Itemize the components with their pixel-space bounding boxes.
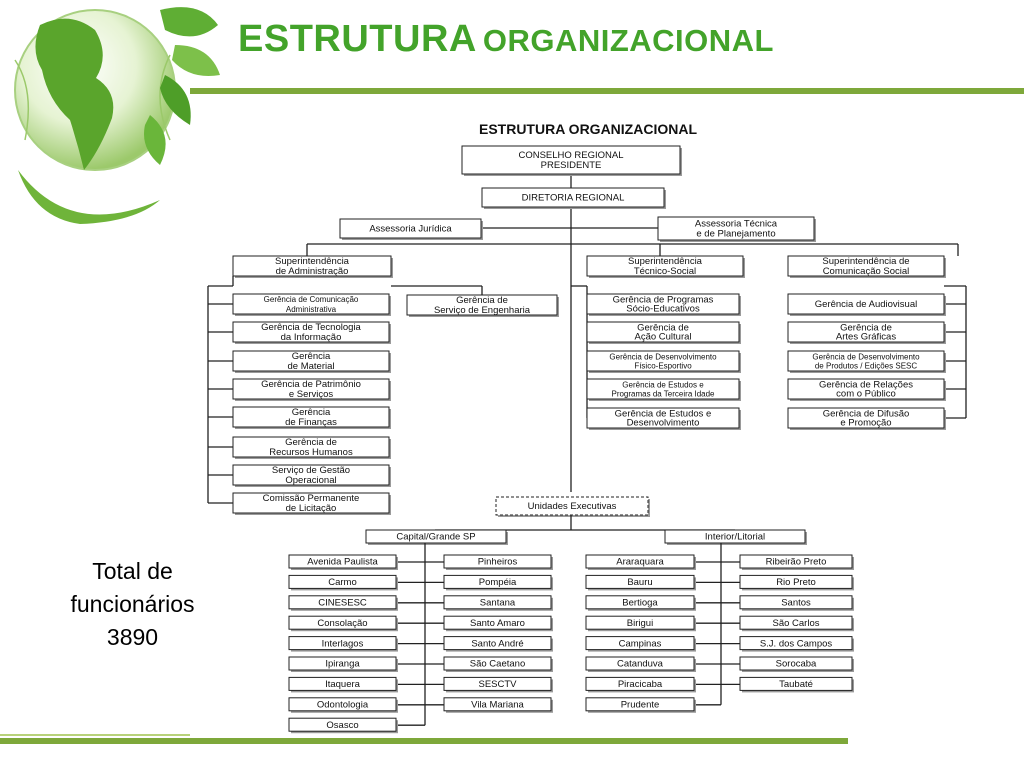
capital-right-box-label: Santana	[479, 597, 516, 609]
engineering-box-label: Gerência de	[456, 295, 508, 307]
capital-left-box-label: Odontologia	[316, 699, 369, 711]
comm-unit-box-label: Gerência de Desenvolvimento	[812, 352, 920, 362]
capital-label-box-label: Capital/Grande SP	[396, 531, 476, 543]
interior-right-box-label: Sorocaba	[775, 658, 817, 670]
tech-unit-box-label: Ação Cultural	[634, 331, 692, 343]
admin-unit-box-label: Gerência de Comunicação	[263, 295, 359, 305]
footer-rule	[0, 738, 848, 744]
tech-unit-box-label: Sócio-Educativos	[626, 303, 700, 315]
capital-left-box-label: Carmo	[328, 577, 357, 589]
tech-unit-box-label: Gerência de Desenvolvimento	[609, 352, 717, 362]
interior-right-box-label: São Carlos	[772, 617, 820, 629]
council-box-label: PRESIDENTE	[540, 160, 602, 172]
total-employees	[50, 555, 215, 654]
admin-unit-box-label: Gerência	[291, 407, 331, 419]
sup-admin-box-label: Superintendência	[275, 256, 349, 268]
capital-left-box-label: Osasco	[326, 719, 359, 731]
interior-left-box-label: Campinas	[618, 638, 662, 650]
admin-unit-box-label: de Finanças	[285, 417, 337, 429]
capital-right-box-label: Vila Mariana	[471, 699, 524, 711]
sup-comunicacao-box-label: Superintendência de	[822, 256, 910, 268]
tech-unit-box-label: Programas da Terceira Idade	[611, 389, 715, 399]
title-rule	[190, 88, 1024, 94]
admin-unit-box-label: Gerência de Tecnologia	[261, 322, 361, 334]
engineering-box-label: Serviço de Engenharia	[433, 305, 531, 317]
capital-left-box-label: Ipiranga	[325, 658, 360, 670]
total-label-line2: funcionários	[70, 591, 195, 617]
interior-left-box-label: Catanduva	[617, 658, 663, 670]
council-box-label: CONSELHO REGIONAL	[518, 150, 624, 162]
capital-right-box-label: São Caetano	[469, 658, 526, 670]
interior-left-box-label: Bertioga	[622, 597, 658, 609]
tech-unit-box-label: Físico-Esportivo	[634, 361, 692, 371]
slide-title-main: ESTRUTURA	[238, 18, 477, 60]
capital-right-box-label: Santo André	[471, 638, 524, 650]
chart-heading: ESTRUTURA ORGANIZACIONAL	[478, 121, 698, 137]
globe-leaf-icon	[0, 0, 225, 235]
admin-unit-box-label: de Licitação	[285, 503, 337, 515]
admin-unit-box-label: da Informação	[280, 332, 342, 344]
admin-unit-box-label: de Material	[287, 361, 335, 373]
sup-tecnico-box-label: Superintendência	[628, 256, 702, 268]
admin-unit-box-label: Gerência	[291, 351, 331, 363]
planning-box-label: Assessoria Técnica	[694, 218, 778, 230]
comm-unit-box-label: Gerência de	[840, 322, 892, 334]
interior-right-box-label: Rio Preto	[776, 577, 816, 589]
capital-left-box-label: Interlagos	[321, 638, 364, 650]
interior-label-box-label: Interior/Litorial	[704, 531, 766, 543]
capital-left-box-label: Consolação	[317, 617, 368, 629]
total-label-line1: Total de	[92, 558, 173, 584]
capital-left-box-label: Itaquera	[325, 679, 360, 691]
comm-unit-box-label: Gerência de Audiovisual	[814, 299, 918, 311]
board-box-label: DIRETORIA REGIONAL	[521, 192, 625, 204]
org-chart	[200, 110, 980, 740]
admin-unit-box-label: Gerência de	[285, 437, 337, 449]
interior-right-box-label: Taubaté	[779, 679, 813, 691]
comm-unit-box-label: de Produtos / Edições SESC	[814, 361, 918, 371]
interior-right-box-label: Santos	[781, 597, 811, 609]
legal-box-label: Assessoria Jurídica	[369, 223, 452, 235]
slide-title-sub: ORGANIZACIONAL	[482, 23, 774, 58]
interior-left-box-label: Birigui	[626, 617, 654, 629]
footer-rule-light	[0, 734, 190, 736]
sup-comunicacao-box-label: Comunicação Social	[822, 266, 910, 278]
capital-left-box-label: CINESESC	[318, 597, 367, 609]
comm-unit-box-label: Gerência de Relações	[819, 379, 913, 391]
capital-right-box-label: SESCTV	[478, 679, 517, 691]
tech-unit-box-label: Gerência de Estudos e	[622, 380, 704, 390]
sup-tecnico-box-label: Técnico-Social	[633, 266, 697, 278]
capital-right-box-label: Pompéia	[478, 577, 517, 589]
sup-admin-box-label: de Administração	[275, 266, 349, 278]
interior-left-box-label: Bauru	[627, 577, 653, 589]
interior-right-box-label: Ribeirão Preto	[765, 556, 827, 568]
admin-unit-box-label: Serviço de Gestão	[271, 465, 351, 477]
comm-unit-box-label: e Promoção	[840, 417, 892, 429]
admin-unit-box-label: Operacional	[285, 475, 337, 487]
tech-unit-box-label: Gerência de Programas	[612, 294, 714, 306]
capital-left-box-label: Avenida Paulista	[307, 556, 378, 568]
tech-unit-box-label: Gerência de	[637, 322, 689, 334]
admin-unit-box-label: e Serviços	[288, 389, 334, 401]
capital-right-box-label: Santo Amaro	[470, 617, 525, 629]
comm-unit-box-label: com o Público	[836, 388, 896, 400]
interior-left-box-label: Piracicaba	[617, 679, 663, 691]
admin-unit-box-label: Administrativa	[285, 305, 337, 315]
interior-left-box-label: Araraquara	[616, 556, 664, 568]
tech-unit-box-label: Desenvolvimento	[626, 417, 700, 429]
tech-unit-box-label: Gerência de Estudos e	[614, 408, 712, 420]
planning-box-label: e de Planejamento	[696, 228, 776, 240]
interior-left-box-label: Prudente	[620, 699, 660, 711]
admin-unit-box-label: Comissão Permanente	[262, 493, 360, 505]
slide-title	[238, 18, 774, 61]
exec-units-box-label: Unidades Executivas	[527, 501, 617, 513]
capital-right-box-label: Pinheiros	[477, 556, 518, 568]
interior-right-box-label: S.J. dos Campos	[759, 638, 833, 650]
comm-unit-box-label: Gerência de Difusão	[822, 408, 910, 420]
total-value: 3890	[106, 624, 159, 650]
admin-unit-box-label: Recursos Humanos	[269, 447, 353, 459]
admin-unit-box-label: Gerência de Patrimônio	[261, 379, 361, 391]
comm-unit-box-label: Artes Gráficas	[835, 331, 897, 343]
